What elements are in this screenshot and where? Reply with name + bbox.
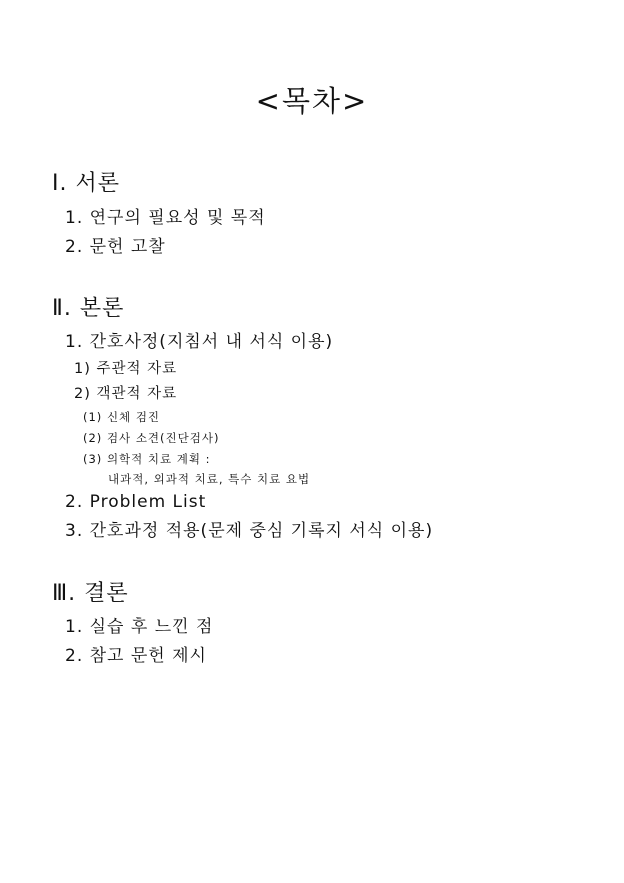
toc-subsubitem-continuation: 내과적, 외과적 치료, 특수 치료 요법 bbox=[108, 472, 311, 486]
section-heading-conclusion: Ⅲ. 결론 bbox=[52, 581, 129, 606]
toc-subitem: 2) 객관적 자료 bbox=[74, 386, 178, 402]
section-heading-introduction: Ⅰ. 서론 bbox=[52, 171, 120, 196]
toc-item: 1. 실습 후 느낀 점 bbox=[65, 617, 214, 637]
toc-subsubitem: (2) 검사 소견(진단검사) bbox=[83, 431, 220, 445]
page-title: <목차> bbox=[255, 84, 369, 118]
toc-item: 1. 간호사정(지침서 내 서식 이용) bbox=[65, 332, 334, 352]
toc-item: 2. 참고 문헌 제시 bbox=[65, 646, 207, 666]
section-heading-body: Ⅱ. 본론 bbox=[52, 296, 125, 321]
toc-item: 2. 문헌 고찰 bbox=[65, 237, 166, 257]
toc-subsubitem: (1) 신체 검진 bbox=[83, 410, 161, 424]
toc-item: 2. Problem List bbox=[65, 492, 207, 512]
toc-item: 3. 간호과정 적용(문제 중심 기록지 서식 이용) bbox=[65, 521, 434, 541]
toc-subitem: 1) 주관적 자료 bbox=[74, 361, 178, 377]
toc-item: 1. 연구의 필요성 및 목적 bbox=[65, 208, 266, 228]
toc-subsubitem: (3) 의학적 치료 계획 : bbox=[83, 452, 211, 466]
